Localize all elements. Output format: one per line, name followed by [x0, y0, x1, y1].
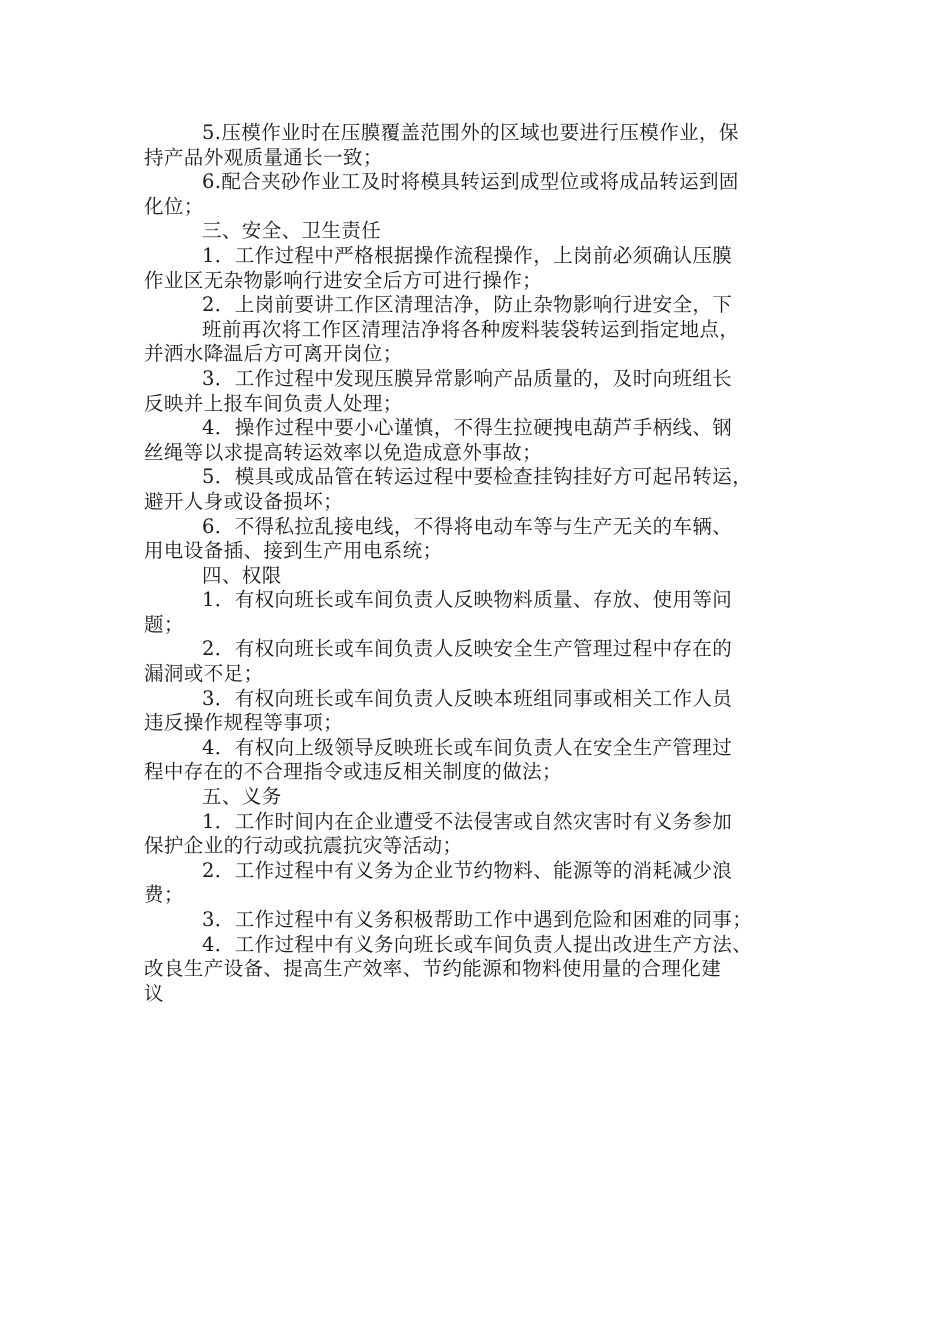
paragraph-line: 6.配合夹砂作业工及时将模具转运到成型位或将成品转运到固 [202, 170, 739, 194]
paragraph-line: 费； [144, 883, 184, 907]
paragraph-line: 避开人身或设备损坏； [144, 489, 344, 513]
paragraph-line: 保护企业的行动或抗震抗灾等活动； [144, 834, 463, 858]
paragraph-line: 班前再次将工作区清理洁净将各种废料装袋转运到指定地点， [202, 317, 740, 341]
paragraph-line: 2．工作过程中有义务为企业节约物料、能源等的消耗减少浪 [202, 858, 733, 882]
paragraph-line: 改良生产设备、提高生产效率、节约能源和物料使用量的合理化建 [144, 957, 722, 981]
paragraph-line: 2．有权向班长或车间负责人反映安全生产管理过程中存在的 [202, 637, 733, 661]
paragraph-line: 丝绳等以求提高转运效率以免造成意外事故； [144, 440, 543, 464]
paragraph-line: 4．有权向上级领导反映班长或车间负责人在安全生产管理过 [202, 735, 733, 759]
paragraph-line: 反映并上报车间负责人处理； [144, 391, 403, 415]
paragraph-line: 1．有权向班长或车间负责人反映物料质量、存放、使用等问 [202, 588, 733, 612]
paragraph-line: 6．不得私拉乱接电线，不得将电动车等与生产无关的车辆、 [202, 514, 733, 538]
paragraph-line: 程中存在的不合理指令或违反相关制度的做法； [144, 760, 562, 784]
paragraph-line: 用电设备插、接到生产用电系统； [144, 539, 443, 563]
paragraph-line: 3．有权向班长或车间负责人反映本班组同事或相关工作人员 [202, 686, 733, 710]
paragraph-line: 持产品外观质量通长一致； [144, 145, 383, 169]
paragraph-line: 2．上岗前要讲工作区清理洁净，防止杂物影响行进安全，下 [202, 293, 733, 317]
paragraph-line: 3．工作过程中有义务积极帮助工作中遇到危险和困难的同事； [202, 908, 753, 931]
paragraph-line: 4．操作过程中要小心谨慎，不得生拉硬拽电葫芦手柄线、钢 [202, 416, 733, 440]
paragraph-line: 议 [144, 981, 164, 1005]
section-heading-authority: 四、权限 [202, 563, 282, 587]
paragraph-line: 漏洞或不足； [144, 662, 264, 686]
document-body [144, 121, 824, 1006]
paragraph-line: 1．工作过程中严格根据操作流程操作，上岗前必须确认压膜 [202, 243, 733, 267]
section-heading-obligations: 五、义务 [202, 785, 282, 809]
paragraph-line: 并洒水降温后方可离开岗位； [144, 342, 403, 366]
paragraph-line: 1．工作时间内在企业遭受不法侵害或自然灾害时有义务参加 [202, 809, 733, 833]
paragraph-line: 5．模具或成品管在转运过程中要检查挂钩挂好方可起吊转运， [202, 465, 753, 489]
paragraph-line: 作业区无杂物影响行进安全后方可进行操作； [144, 268, 543, 292]
paragraph-line: 化位； [144, 194, 204, 218]
paragraph-line: 题； [144, 612, 184, 636]
paragraph-line: 5.压模作业时在压膜覆盖范围外的区域也要进行压模作业，保 [202, 121, 739, 144]
section-heading-safety: 三、安全、卫生责任 [202, 219, 382, 243]
paragraph-line: 4．工作过程中有义务向班长或车间负责人提出改进生产方法、 [202, 932, 753, 956]
paragraph-line: 3．工作过程中发现压膜异常影响产品质量的，及时向班组长 [202, 366, 733, 390]
paragraph-line: 违反操作规程等事项； [144, 711, 344, 735]
